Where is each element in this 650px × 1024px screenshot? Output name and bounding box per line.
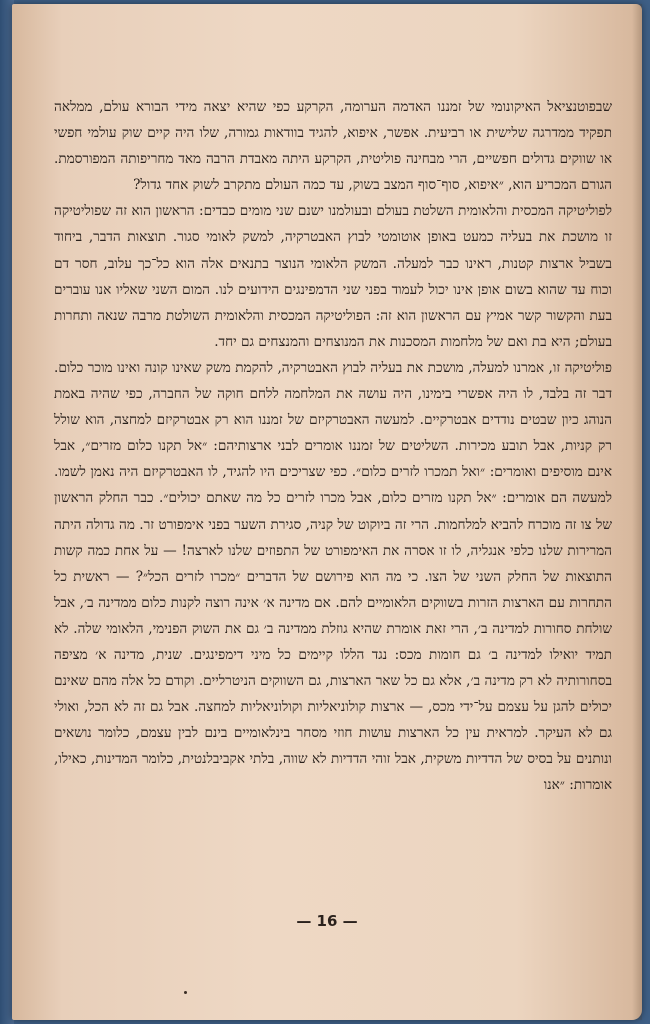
book-page [12,4,642,1020]
paragraph-1: שבפוטנציאל האיקונומי של זמננו האדמה הערומה, הקרקע כפי שהיא יצאה מידי הבורא עולם, ממלאה תפקיד ממדרגה שלישית או רביעית. אפשר, איפוא, להגיד בוודאות גמורה, שלו היה קיים שוק עולמי חפשי או שווקים גדולים חפשיים, הרי מבחינה פוליטית, הקרקע היתה מאבדת הרבה מאד מחריפותה המפורסמת. הגורם המכריע הוא, ״איפוא, סוף־סוף המצב בשוק, עד כמה העולם מתקרב לשוק אחד גדול? [54,99,612,194]
paragraph-3: פוליטיקה זו, אמרנו למעלה, מושכת את בעליה לבוץ האבטרקיה, להקמת משק שאינו קונה ואינו מוכר כלום. דבר זה בלבד, לו היה אפשרי בימינו, היה עושה את המלחמה ללחם חוקה של החברה, כפי שהיה באמת הנוהג כיון שבטים נודדים אבטרקיים. למעשה האבטרקיזם של זמננו הוא רק אבטרקיזם למחצה, הוא שולל רק קניות, אבל תובע מכירות. השליטים של זמננו אומרים לבני ארצותיהם: ״אל תקנו כלום מזרים״, אבל אינם מוסיפים ואומרים: ״ואל תמכרו לזרים כלום״. כפי שצריכים היו להגיד, לו האבטרקיזם היה נאמן לשמו. למעשה הם אומרים: ״אל תקנו מזרים כלום, אבל מכרו לזרים כל מה שאתם יכולים״. כבר החלק הראשון של צו זה מוכרח להביא למלחמות. הרי זה ביוקוט של קניה, סגירת השער בפני אימפורט זר. מה גדולה היתה המרירות שלנו כלפי אנגליה, לו זו אסרה את האימפורט של התפוזים שלנו לארצה! — על אחת כמה קשות התוצאות של החלק השני של הצו. כי מה הוא פירושם של הדברים ״מכרו לזרים הכל״? — ראשית כל התחרות עם הארצות הזרות בשווקים הלאומיים להם. אם מדינה א׳ אינה רוצה לקנות כלום ממדינה ב׳, אבל שולחת סחורות למדינה ב׳, הרי זאת אומרת שהיא גוזלת ממדינה ב׳ גם את השוק הפנימי, הלאומי שלה. לא תמיד יואילו למדינה ב׳ גם חומות מכס: נגד הללו קיימים כל מיני דימפינגים. שנית, מדינה א׳ מציפה בסחורותיה לא רק מדינה ב׳, אלא גם כל שאר הארצות, גם השווקים הניטרליים. וקודם כל אלה מהם שאינם יכולים להגן על עצמם על־ידי מכס, — ארצות קולוניאליות וקולוניאליות למחצה. אבל גם זה לא הכל, ואולי גם לא העיקר. למראית עין כל הארצות עושות חוזי מסחר בינלאומיים בינם לבין עצמם, כלומר נושאים ונותנים על בסיס של הדדיות משקית, אבל זוהי הדדיות לא שווה, בלתי אקביבלנטית, כלומר המדינות, כאילו, אומרות: ״אנו [54,359,612,794]
page-body-text [54,94,612,799]
page-edge-shadow [632,4,642,1020]
page-number: — 16 — [296,912,358,930]
paragraph-2: לפוליטיקה המכסית והלאומית השלטת בעולם ובעולמנו ישנם שני מומים כבדים: הראשון הוא זה שפוליטיקה זו מושכת את בעליה כמעט באופן אוטומטי לבוץ האבטרקיה, למשק לאומי סגור. תוצאות הדבר, ביחוד בשביל ארצות קטנות, ראינו כבר למעלה. המשק הלאומי הנוצר בתנאים אלה הוא כל־כך עלוב, חסר דם וכוח עד שהוא בשום אופן אינו יכול לעמוד בפני שני הדמפינגים הידועים לנו. המום השני שאליו אנו עוברים בעת והקשור קשר אמיץ עם הראשון הוא זה: הפוליטיקה המכסית והלאומית השולטת מרבה שנאה ותחרות בעולם; היא בת ואם של מלחמות המסכנות את המנוצחים והמנצחים גם יחד. [54,203,612,350]
ink-speck [184,991,187,994]
